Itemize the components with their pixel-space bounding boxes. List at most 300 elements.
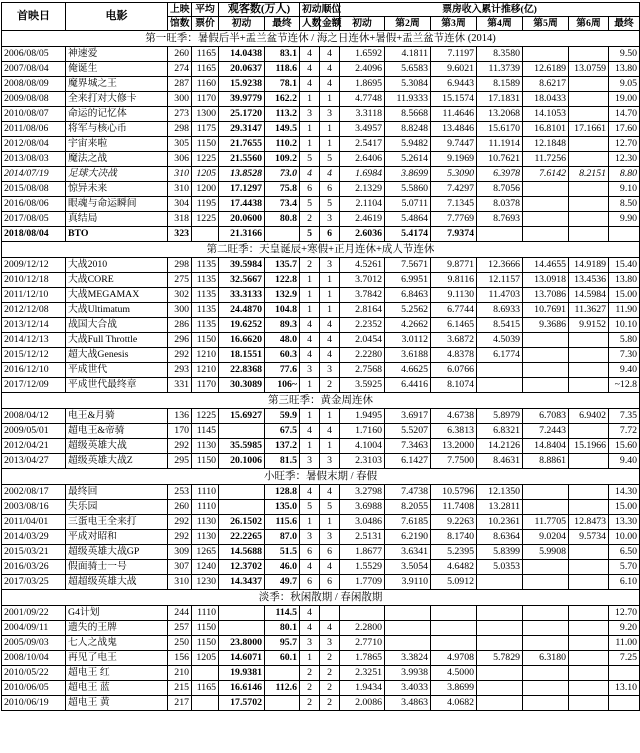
- rank-amount-cell: 4: [320, 167, 340, 182]
- avg-price-cell: 1135: [192, 258, 219, 273]
- box-week-5-cell: [523, 182, 569, 197]
- box-week-1-cell: 3.4957: [340, 122, 385, 137]
- screens-cell: 292: [168, 439, 192, 454]
- box-week-1-cell: 1.7160: [340, 424, 385, 439]
- box-week-3-cell: 4.6482: [431, 560, 477, 575]
- rank-people-cell: 1: [300, 122, 320, 137]
- box-week-6-cell: [569, 77, 609, 92]
- release-date-cell: 2008/04/12: [2, 409, 66, 424]
- rank-amount-cell: 3: [320, 636, 340, 651]
- box-week-4-cell: 6.1774: [477, 348, 523, 363]
- box-week-6-cell: [569, 197, 609, 212]
- box-week-3-cell: 8.1740: [431, 530, 477, 545]
- rank-people-cell: 6: [300, 545, 320, 560]
- release-date-cell: 2018/08/04: [2, 227, 66, 242]
- rank-amount-cell: 5: [320, 197, 340, 212]
- movie-title-cell: 魔法之战: [66, 152, 168, 167]
- movie-title-cell: 假面骑士一号: [66, 560, 168, 575]
- box-week-2-cell: 11.9333: [385, 92, 431, 107]
- box-week-2-cell: 8.5668: [385, 107, 431, 122]
- box-week-6-cell: 17.1661: [569, 122, 609, 137]
- section-header-row: [2, 469, 640, 485]
- avg-price-cell: 1170: [192, 378, 219, 393]
- box-week-5-cell: 8.6217: [523, 77, 569, 92]
- rank-amount-cell: 1: [320, 439, 340, 454]
- box-final-cell: 7.25: [609, 651, 640, 666]
- audience-first-cell: [219, 424, 265, 439]
- audience-final-cell: 122.8: [265, 273, 300, 288]
- box-week-6-cell: [569, 182, 609, 197]
- release-date-cell: 2016/03/26: [2, 560, 66, 575]
- table-row: [2, 212, 640, 227]
- box-final-cell: 9.40: [609, 454, 640, 469]
- box-week-4-cell: 17.1831: [477, 92, 523, 107]
- table-row: [2, 227, 640, 242]
- table-row: [2, 515, 640, 530]
- screens-cell: 331: [168, 378, 192, 393]
- box-final-cell: 12.70: [609, 606, 640, 621]
- box-week-1-cell: 1.9495: [340, 409, 385, 424]
- box-week-3-cell: 5.2395: [431, 545, 477, 560]
- screens-cell: 307: [168, 560, 192, 575]
- box-week-2-cell: 4.6625: [385, 363, 431, 378]
- screens-cell: 217: [168, 696, 192, 711]
- movie-title-cell: 大战Full Throttle: [66, 333, 168, 348]
- table-row: [2, 439, 640, 454]
- audience-first-cell: 14.3437: [219, 575, 265, 590]
- box-week-6-cell: [569, 560, 609, 575]
- box-week-5-cell: [523, 606, 569, 621]
- table-row: [2, 288, 640, 303]
- rank-people-cell: 4: [300, 62, 320, 77]
- box-week-5-cell: 10.7691: [523, 303, 569, 318]
- rank-people-cell: 4: [300, 47, 320, 62]
- release-date-cell: 2017/12/09: [2, 378, 66, 393]
- header-price-top: 平均: [192, 3, 219, 17]
- box-week-2-cell: 7.6185: [385, 515, 431, 530]
- box-week-6-cell: [569, 621, 609, 636]
- table-row: [2, 152, 640, 167]
- audience-final-cell: 162.2: [265, 92, 300, 107]
- box-week-4-cell: [477, 666, 523, 681]
- box-week-3-cell: 4.9708: [431, 651, 477, 666]
- rank-amount-cell: 6: [320, 575, 340, 590]
- table-row: [2, 318, 640, 333]
- rank-amount-cell: 1: [320, 288, 340, 303]
- header-price-bottom: 票价: [192, 17, 219, 31]
- audience-first-cell: 22.8368: [219, 363, 265, 378]
- release-date-cell: 2015/12/12: [2, 348, 66, 363]
- box-week-2-cell: 4.1811: [385, 47, 431, 62]
- header-week-6: 第6周: [569, 17, 609, 31]
- box-week-1-cell: 2.2280: [340, 348, 385, 363]
- release-date-cell: 2010/06/05: [2, 681, 66, 696]
- table-row: [2, 273, 640, 288]
- avg-price-cell: 1165: [192, 681, 219, 696]
- rank-amount-cell: 4: [320, 77, 340, 92]
- box-week-3-cell: 9.7447: [431, 137, 477, 152]
- box-week-3-cell: 7.1197: [431, 47, 477, 62]
- box-week-3-cell: 7.4297: [431, 182, 477, 197]
- rank-people-cell: 6: [300, 575, 320, 590]
- box-final-cell: 7.35: [609, 409, 640, 424]
- box-week-4-cell: 10.7621: [477, 152, 523, 167]
- box-final-cell: 9.10: [609, 182, 640, 197]
- table-row: [2, 363, 640, 378]
- rank-amount-cell: 1: [320, 273, 340, 288]
- box-week-6-cell: [569, 47, 609, 62]
- box-week-2-cell: 3.6188: [385, 348, 431, 363]
- box-week-2-cell: 3.0112: [385, 333, 431, 348]
- screens-cell: 136: [168, 409, 192, 424]
- box-final-cell: 13.30: [609, 515, 640, 530]
- box-week-2-cell: 5.9482: [385, 137, 431, 152]
- audience-first-cell: 25.1720: [219, 107, 265, 122]
- box-week-6-cell: [569, 107, 609, 122]
- box-week-4-cell: 8.6364: [477, 530, 523, 545]
- box-week-5-cell: 12.6189: [523, 62, 569, 77]
- release-date-cell: 2013/08/03: [2, 152, 66, 167]
- header-rank-people: 人数: [300, 17, 320, 31]
- box-week-2-cell: 3.5054: [385, 560, 431, 575]
- movie-title-cell: BTO: [66, 227, 168, 242]
- table-row: [2, 333, 640, 348]
- box-week-4-cell: 6.3978: [477, 167, 523, 182]
- avg-price-cell: 1225: [192, 152, 219, 167]
- audience-final-cell: 87.0: [265, 530, 300, 545]
- rank-people-cell: 3: [300, 454, 320, 469]
- box-week-2-cell: 5.4174: [385, 227, 431, 242]
- audience-final-cell: 137.2: [265, 439, 300, 454]
- rank-amount-cell: 2: [320, 696, 340, 711]
- box-final-cell: 10.00: [609, 530, 640, 545]
- audience-first-cell: 13.8528: [219, 167, 265, 182]
- box-week-3-cell: 9.6021: [431, 62, 477, 77]
- rank-people-cell: 2: [300, 212, 320, 227]
- avg-price-cell: 1135: [192, 303, 219, 318]
- table-row: [2, 424, 640, 439]
- box-week-6-cell: [569, 696, 609, 711]
- box-week-3-cell: 13.2000: [431, 439, 477, 454]
- audience-final-cell: 77.6: [265, 363, 300, 378]
- release-date-cell: 2008/10/04: [2, 651, 66, 666]
- box-week-4-cell: 4.5039: [477, 333, 523, 348]
- movie-title-cell: 最终回: [66, 485, 168, 500]
- box-week-6-cell: [569, 575, 609, 590]
- release-date-cell: 2014/03/29: [2, 530, 66, 545]
- rank-amount-cell: 5: [320, 500, 340, 515]
- rank-amount-cell: 3: [320, 107, 340, 122]
- rank-amount-cell: 3: [320, 212, 340, 227]
- audience-first-cell: 22.2265: [219, 530, 265, 545]
- audience-first-cell: 14.5688: [219, 545, 265, 560]
- movie-title-cell: 超电王&帝骑: [66, 424, 168, 439]
- audience-first-cell: [219, 621, 265, 636]
- box-final-cell: 8.50: [609, 197, 640, 212]
- audience-first-cell: [219, 500, 265, 515]
- rank-amount-cell: 4: [320, 560, 340, 575]
- audience-final-cell: 46.0: [265, 560, 300, 575]
- screens-cell: 300: [168, 303, 192, 318]
- release-date-cell: 2010/12/18: [2, 273, 66, 288]
- box-week-5-cell: 11.7256: [523, 152, 569, 167]
- audience-first-cell: 35.5985: [219, 439, 265, 454]
- screens-cell: 323: [168, 227, 192, 242]
- box-week-6-cell: [569, 424, 609, 439]
- avg-price-cell: 1165: [192, 47, 219, 62]
- movie-title-cell: 超电王 红: [66, 666, 168, 681]
- box-week-5-cell: 13.7086: [523, 288, 569, 303]
- box-week-2-cell: 7.5671: [385, 258, 431, 273]
- screens-cell: 257: [168, 621, 192, 636]
- box-week-1-cell: 2.7710: [340, 636, 385, 651]
- screens-cell: 215: [168, 681, 192, 696]
- box-final-cell: 17.60: [609, 122, 640, 137]
- box-final-cell: 15.40: [609, 258, 640, 273]
- avg-price-cell: 1210: [192, 363, 219, 378]
- release-date-cell: 2011/04/01: [2, 515, 66, 530]
- box-week-4-cell: 13.2068: [477, 107, 523, 122]
- box-week-1-cell: 1.7865: [340, 651, 385, 666]
- audience-final-cell: [265, 696, 300, 711]
- box-week-3-cell: 9.8116: [431, 273, 477, 288]
- release-date-cell: 2015/03/21: [2, 545, 66, 560]
- screens-cell: 287: [168, 77, 192, 92]
- box-week-2-cell: 6.8463: [385, 288, 431, 303]
- box-week-3-cell: 6.3813: [431, 424, 477, 439]
- box-final-cell: 7.30: [609, 348, 640, 363]
- box-week-3-cell: 4.0682: [431, 696, 477, 711]
- movie-title-cell: 超级英雄大战GP: [66, 545, 168, 560]
- rank-people-cell: 3: [300, 636, 320, 651]
- audience-final-cell: 114.5: [265, 606, 300, 621]
- audience-final-cell: 80.1: [265, 621, 300, 636]
- box-week-1-cell: 3.7842: [340, 288, 385, 303]
- table-row: [2, 681, 640, 696]
- screens-cell: 250: [168, 636, 192, 651]
- box-final-cell: 13.10: [609, 681, 640, 696]
- box-week-1-cell: 2.5417: [340, 137, 385, 152]
- box-week-3-cell: 11.4646: [431, 107, 477, 122]
- box-week-5-cell: [523, 560, 569, 575]
- box-week-1-cell: 2.3103: [340, 454, 385, 469]
- box-week-1-cell: 3.0486: [340, 515, 385, 530]
- audience-first-cell: 21.3166: [219, 227, 265, 242]
- header-week-5: 第5周: [523, 17, 569, 31]
- box-week-3-cell: 5.3090: [431, 167, 477, 182]
- box-week-5-cell: 9.0204: [523, 530, 569, 545]
- box-week-3-cell: [431, 636, 477, 651]
- section-title: 第二旺季：天皇诞辰+寒假+正月连休+成人节连休: [2, 242, 640, 258]
- rank-amount-cell: 1: [320, 303, 340, 318]
- header-box-office: 票房收入累计推移(亿): [340, 3, 640, 17]
- box-week-6-cell: [569, 333, 609, 348]
- avg-price-cell: 1135: [192, 273, 219, 288]
- box-week-1-cell: 4.5261: [340, 258, 385, 273]
- box-week-4-cell: 6.8321: [477, 424, 523, 439]
- section-header-row: [2, 393, 640, 409]
- movie-title-cell: G4计划: [66, 606, 168, 621]
- rank-amount-cell: 2: [320, 666, 340, 681]
- box-final-cell: 5.80: [609, 333, 640, 348]
- box-week-4-cell: [477, 696, 523, 711]
- rank-people-cell: 3: [300, 530, 320, 545]
- box-final-cell: 9.05: [609, 77, 640, 92]
- rank-people-cell: 4: [300, 560, 320, 575]
- movie-title-cell: 战国大合战: [66, 318, 168, 333]
- box-week-1-cell: 1.8695: [340, 77, 385, 92]
- box-week-6-cell: [569, 348, 609, 363]
- box-week-4-cell: [477, 227, 523, 242]
- box-week-3-cell: 4.8378: [431, 348, 477, 363]
- box-week-6-cell: [569, 666, 609, 681]
- movie-title-cell: 平成世代: [66, 363, 168, 378]
- box-week-3-cell: 9.2263: [431, 515, 477, 530]
- box-week-6-cell: [569, 454, 609, 469]
- box-week-1-cell: 1.6984: [340, 167, 385, 182]
- screens-cell: 273: [168, 107, 192, 122]
- box-week-3-cell: 4.5000: [431, 666, 477, 681]
- box-week-5-cell: 18.0433: [523, 92, 569, 107]
- box-week-2-cell: 7.3463: [385, 439, 431, 454]
- audience-first-cell: 21.5560: [219, 152, 265, 167]
- movie-title-cell: 平成世代最终章: [66, 378, 168, 393]
- rank-people-cell: 2: [300, 258, 320, 273]
- rank-amount-cell: 1: [320, 122, 340, 137]
- box-week-5-cell: [523, 681, 569, 696]
- box-week-6-cell: [569, 636, 609, 651]
- box-week-5-cell: [523, 621, 569, 636]
- audience-first-cell: 39.9779: [219, 92, 265, 107]
- table-row: [2, 545, 640, 560]
- table-row: [2, 167, 640, 182]
- audience-first-cell: 14.0438: [219, 47, 265, 62]
- box-week-3-cell: 3.6872: [431, 333, 477, 348]
- box-week-5-cell: 14.8404: [523, 439, 569, 454]
- box-week-3-cell: 6.7744: [431, 303, 477, 318]
- movie-title-cell: 足球大决战: [66, 167, 168, 182]
- box-week-4-cell: [477, 378, 523, 393]
- screens-cell: 310: [168, 167, 192, 182]
- release-date-cell: 2012/12/08: [2, 303, 66, 318]
- rank-amount-cell: 6: [320, 545, 340, 560]
- box-week-4-cell: 5.8399: [477, 545, 523, 560]
- avg-price-cell: 1205: [192, 651, 219, 666]
- table-row: [2, 666, 640, 681]
- audience-final-cell: 118.6: [265, 62, 300, 77]
- screens-cell: 298: [168, 258, 192, 273]
- box-final-cell: 13.80: [609, 62, 640, 77]
- rank-people-cell: 4: [300, 77, 320, 92]
- box-week-2-cell: 6.2190: [385, 530, 431, 545]
- rank-amount-cell: 4: [320, 62, 340, 77]
- box-final-cell: 15.60: [609, 439, 640, 454]
- avg-price-cell: 1240: [192, 560, 219, 575]
- rank-amount-cell: 3: [320, 258, 340, 273]
- table-row: [2, 378, 640, 393]
- box-week-3-cell: 8.1074: [431, 378, 477, 393]
- screens-cell: 292: [168, 515, 192, 530]
- avg-price-cell: 1135: [192, 288, 219, 303]
- box-week-1-cell: 2.6406: [340, 152, 385, 167]
- box-week-5-cell: 9.3686: [523, 318, 569, 333]
- section-header-row: [2, 590, 640, 606]
- table-row: [2, 258, 640, 273]
- audience-final-cell: 51.5: [265, 545, 300, 560]
- screens-cell: 318: [168, 212, 192, 227]
- box-week-5-cell: [523, 363, 569, 378]
- avg-price-cell: 1165: [192, 62, 219, 77]
- box-week-5-cell: [523, 47, 569, 62]
- header-screens-top: 上映: [168, 3, 192, 17]
- avg-price-cell: 1130: [192, 439, 219, 454]
- box-week-2-cell: 3.6917: [385, 409, 431, 424]
- avg-price-cell: [192, 696, 219, 711]
- rank-amount-cell: 2: [320, 651, 340, 666]
- box-week-3-cell: 9.8771: [431, 258, 477, 273]
- audience-final-cell: 149.5: [265, 122, 300, 137]
- audience-final-cell: 135.0: [265, 500, 300, 515]
- box-week-1-cell: 2.4096: [340, 62, 385, 77]
- box-week-5-cell: 14.1053: [523, 107, 569, 122]
- audience-first-cell: 17.4438: [219, 197, 265, 212]
- box-final-cell: 12.70: [609, 137, 640, 152]
- audience-first-cell: 23.8000: [219, 636, 265, 651]
- screens-cell: 296: [168, 333, 192, 348]
- box-week-6-cell: [569, 137, 609, 152]
- release-date-cell: 2016/12/10: [2, 363, 66, 378]
- box-week-4-cell: 8.4631: [477, 454, 523, 469]
- release-date-cell: 2003/08/16: [2, 500, 66, 515]
- screens-cell: 286: [168, 318, 192, 333]
- box-week-6-cell: 8.2151: [569, 167, 609, 182]
- screens-cell: 292: [168, 348, 192, 363]
- header-screens-bottom: 馆数: [168, 17, 192, 31]
- table-row: [2, 122, 640, 137]
- box-week-1-cell: 1.9434: [340, 681, 385, 696]
- screens-cell: 305: [168, 137, 192, 152]
- table-row: [2, 182, 640, 197]
- box-week-5-cell: [523, 227, 569, 242]
- avg-price-cell: 1225: [192, 409, 219, 424]
- box-week-1-cell: 2.2352: [340, 318, 385, 333]
- box-week-5-cell: [523, 500, 569, 515]
- movie-title-cell: 平成对昭和: [66, 530, 168, 545]
- table-body: [2, 31, 640, 711]
- box-week-6-cell: 9.5734: [569, 530, 609, 545]
- box-week-6-cell: [569, 606, 609, 621]
- avg-price-cell: 1150: [192, 137, 219, 152]
- box-final-cell: 14.70: [609, 107, 640, 122]
- box-week-4-cell: 10.2361: [477, 515, 523, 530]
- page: [0, 2, 640, 753]
- box-week-5-cell: [523, 666, 569, 681]
- rank-amount-cell: 4: [320, 424, 340, 439]
- movie-title-cell: 大战Ultimatum: [66, 303, 168, 318]
- audience-final-cell: 49.7: [265, 575, 300, 590]
- box-week-4-cell: [477, 575, 523, 590]
- audience-first-cell: 29.3147: [219, 122, 265, 137]
- release-date-cell: 2011/08/06: [2, 122, 66, 137]
- box-week-5-cell: 11.7705: [523, 515, 569, 530]
- box-week-3-cell: 9.1969: [431, 152, 477, 167]
- box-week-1-cell: 1.8677: [340, 545, 385, 560]
- box-final-cell: 10.10: [609, 318, 640, 333]
- box-week-5-cell: [523, 485, 569, 500]
- rank-amount-cell: 4: [320, 47, 340, 62]
- box-week-2-cell: 3.3824: [385, 651, 431, 666]
- table-row: [2, 409, 640, 424]
